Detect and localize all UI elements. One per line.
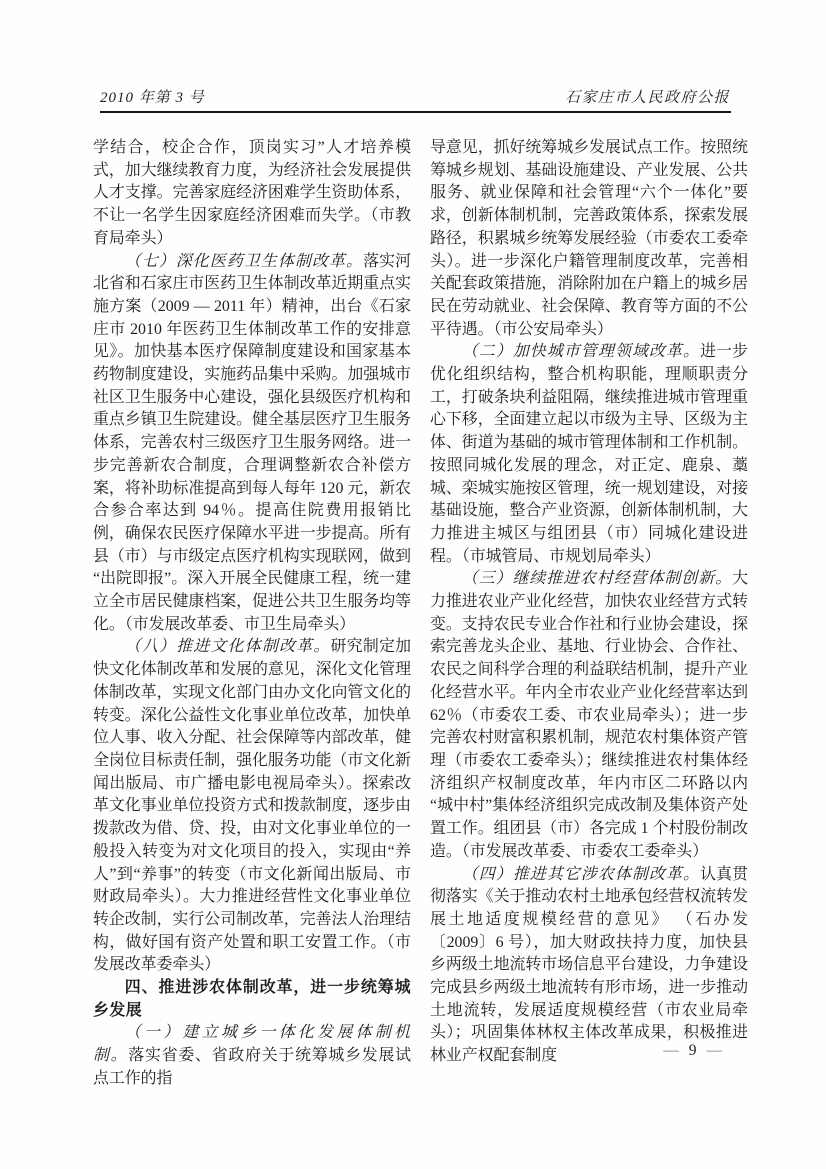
page-header [100,86,730,107]
paragraph-text: 认真贯彻落实《关于推动农村土地承包经营权流转发展土地适度规模经营的意见》 （石办发〔2009〕6 号），加大财政扶持力度，加快县乡两级土地流转市场信息平台建设，力争建设完成县乡两级土地流转有形市场，进一步推动土地流转，发展适度规模经营（市农业局牵头）；巩固集体林权主体改革成果，积极推进林业产权配套制度 [430,865,749,1065]
paragraph-text: 研究制定加快文化体制改革和发展的意见，深化文化管理体制改革，实现文化部门由办文化向管文化的转变。深化公益性文化事业单位改革，加快单位人事、收入分配、社会保障等内部改革，健全岗位目标责任制，强化服务功能（市文化新闻出版局、市广播电影电视局牵头）。探索改革文化事业单位投资方式和拨款制度，逐步由拨款改为借、贷、投，由对文化事业单位的一般投入转变为对文化项目的投入，实现由“养人”到“养事”的转变（市文化新闻出版局、市财政局牵头）。大力推进经营性文化事业单位转企改制，实行公司制改革，完善法人治理结构，做好国有资产处置和职工安置工作。（市发展改革委牵头） [93,638,411,974]
header-divider [100,111,731,113]
paragraph-text: 落实省委、省政府关于统筹城乡发展试点工作的指 [93,1047,412,1087]
gazette-title: 石家庄市人民政府公报 [564,90,730,106]
paragraph-text: 进一步优化组织结构，整合机构职能，理顺职责分工，打破条块利益阻隔，继续推进城市管理重心下移，全面建立起以市级为主导、区级为主体、街道为基础的城市管理体制和工作机制。按照同城化发展的理念，对正定、鹿泉、藁城、栾城实施按区管理，统一规划建设，对接基础设施，整合产业资源，创新体制机制，大力推进主城区与组团县（市）同城化建设进程。（市城管局、市规划局牵头） [430,343,749,565]
section-heading: 四、推进涉农体制改革，进一步统筹城乡发展 [93,979,411,1019]
paragraph [430,864,748,1068]
paragraph [430,341,748,568]
footer-dash-left: — [663,1042,679,1059]
text-column-right [430,137,748,1068]
paragraph-text: 落实河北省和石家庄市医药卫生体制改革近期重点实施方案（2009 — 2011 年）精神，出台《石家庄市 2010 年医药卫生体制改革工作的安排意见》。加快基本医疗保障制度建设和国家基本药物制度建设，实施药品集中采购。加强城市社区卫生服务中心建设，强化县级医疗机构和重点乡镇卫生院建设。健全基层医疗卫生服务体系，完善农村三级医疗卫生服务网络。进一步完善新农合制度，合理调整新农合补偿方案，将补助标准提高到每人每年 120 元，新农合参合率达到 94％。提高住院费用报销比例，确保农民医疗保障水平进一步提高。所有县（市）与市级定点医疗机构实现联网，做到“出院即报”。深入开展全民健康工程，统一建立全市居民健康档案，促进公共卫生服务均等化。（市发展改革委、市卫生局牵头） [93,252,412,633]
item-heading: （二）加快城市管理领域改革。 [461,343,701,361]
item-heading: （八）推进文化体制改革。 [124,638,331,656]
paragraph [93,137,411,251]
paragraph [93,1022,411,1090]
item-heading: （三）继续推进农村经营体制创新。 [461,570,733,588]
text-column-left [93,137,411,1091]
paragraph-text: 导意见，抓好统筹城乡发展试点工作。按照统筹城乡规划、基础设施建设、产业发展、公共服务、就业保障和社会管理“六个一体化”要求，创新体制机制，完善政策体系，探索发展路径，积累城乡统筹发展经验（市委农工委牵头）。进一步深化户籍管理制度改革，完善相关配套政策措施，消除附加在户籍上的城乡居民在劳动就业、社会保障、教育等方面的不公平待遇。（市公安局牵头） [430,139,748,338]
item-heading: （一）建立城乡一体化发展体制机制。 [93,1024,411,1065]
paragraph [430,568,748,863]
item-heading: （七）深化医药卫生体制改革。 [124,252,364,270]
page-footer [430,1040,748,1062]
issue-label: 2010 年第 3 号 [100,90,205,106]
paragraph-text: 大力推进农业产业化经营，加快农业经营方式转变。支持农民专业合作社和行业协会建设，探索完善龙头企业、基地、行业协会、合作社、农民之间科学合理的利益联结机制，提升产业化经营水平。年内全市农业产业化经营率达到 62％（市委农工委、市农业局牵头）；进一步完善农村财富积累机制，规范农村集体资产管理（市委农工委牵头）；继续推进农村集体经济组织产权制度改革，年内市区二环路以内“城中村”集体经济组织完成改制及集体资产处置工作。组团县（市）各完成 1 个村股份制改造。（市发展改革委、市委农工委牵头） [430,570,748,860]
paragraph [93,251,411,637]
footer-dash-right: — [706,1042,722,1059]
page-number: 9 [688,1042,697,1059]
paragraph-text: 学结合，校企合作，顶岗实习”人才培养模式，加大继续教育力度，为经济社会发展提供人才支撑。完善家庭经济困难学生资助体系，不让一名学生因家庭经济困难而失学。（市教育局牵头） [93,139,411,247]
paragraph [93,636,411,977]
paragraph [430,137,748,341]
item-heading: （四）推进其它涉农体制改革。 [461,865,701,883]
paragraph [93,977,411,1022]
